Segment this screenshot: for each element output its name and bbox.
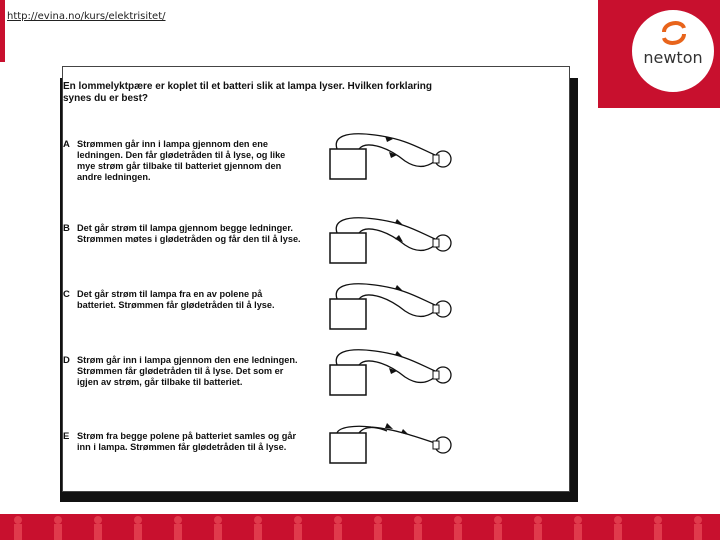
- option-text: Strøm fra begge polene på batteriet samles og går inn i lampa. Strømmen får glødetråden til å lyse.: [77, 431, 297, 452]
- logo-text: newton: [643, 48, 703, 67]
- bottom-banner: [0, 514, 720, 540]
- option-b: [63, 223, 543, 293]
- option-e: [63, 431, 543, 501]
- option-text: Det går strøm til lampa fra en av polene på batteriet. Strømmen får glødetråden til å lyse.: [77, 289, 275, 310]
- circuit-diagram-d: [325, 347, 465, 411]
- circuit-diagram-b: [325, 215, 465, 279]
- question-text: En lommelyktpære er koplet til et batteri slik at lampa lyser. Hvilken forklaring synes du er best?: [63, 81, 433, 104]
- option-text: Det går strøm til lampa gjennom begge ledninger. Strømmen møtes i glødetråden og får den til å lyse.: [77, 223, 301, 244]
- option-a: [63, 139, 543, 209]
- people-silhouettes-icon: [0, 514, 720, 540]
- circuit-diagram-e: [325, 423, 465, 487]
- circuit-diagram-c: [325, 281, 465, 345]
- circuit-diagram-a: [325, 131, 465, 195]
- option-letter: E: [63, 431, 70, 442]
- option-letter: A: [63, 139, 70, 150]
- option-letter: B: [63, 223, 70, 234]
- source-url-link[interactable]: http://evina.no/kurs/elektrisitet/: [5, 10, 169, 28]
- option-d: [63, 355, 543, 425]
- option-letter: D: [63, 355, 70, 366]
- option-text: Strømmen går inn i lampa gjennom den ene ledningen. Den får glødetråden til å lyse, og like mye strøm går tilbake til batteriet gjennom den andre ledningen.: [77, 139, 286, 182]
- option-letter: C: [63, 289, 70, 300]
- option-text: Strøm går inn i lampa gjennom den ene ledningen. Strømmen får glødetråden til å lyse. Det som er igjen av strøm, går tilbake til batteriet.: [77, 355, 298, 387]
- document-page: [62, 66, 570, 492]
- newton-logo: [630, 8, 716, 94]
- option-c: [63, 289, 543, 359]
- swirl-icon: [660, 18, 688, 48]
